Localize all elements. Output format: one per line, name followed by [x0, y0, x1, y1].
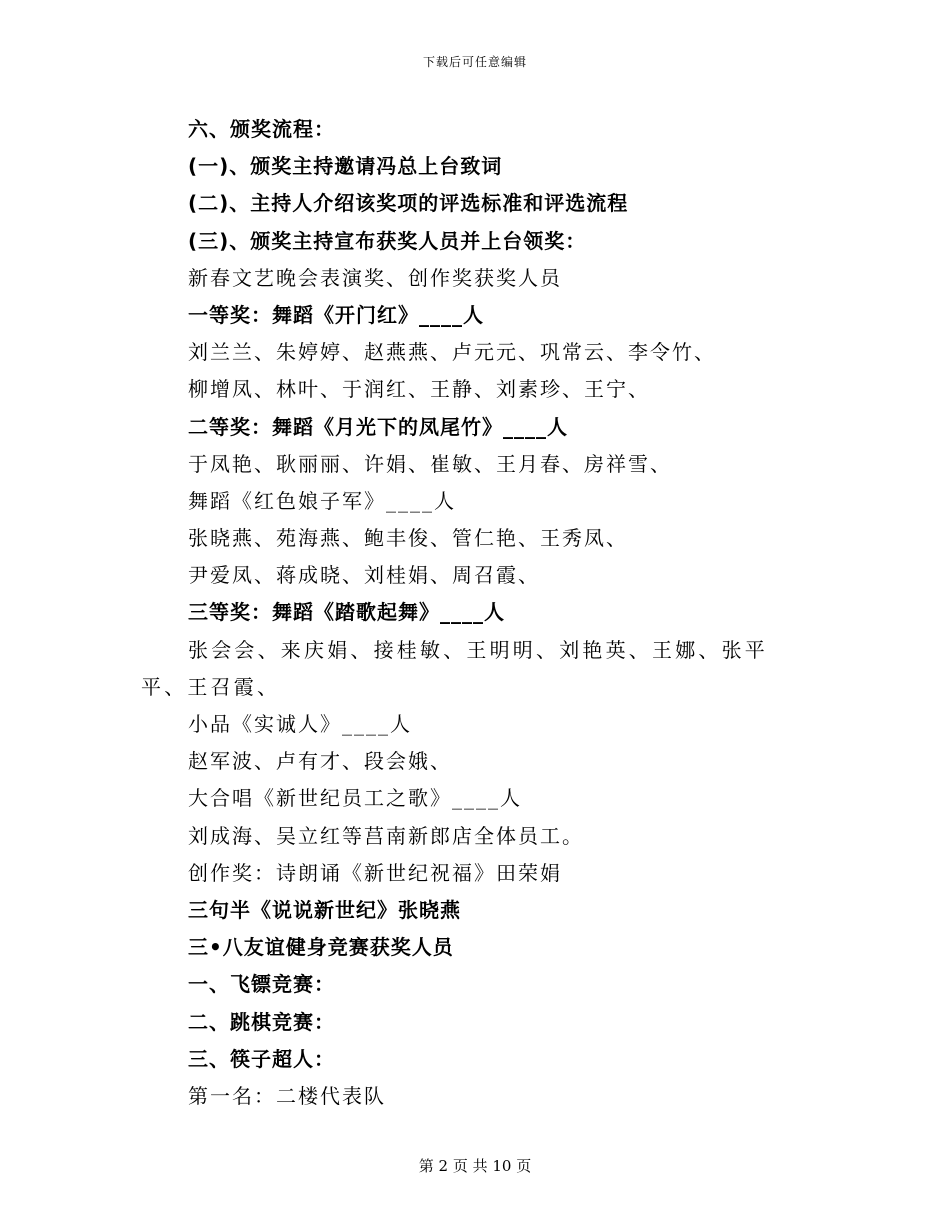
text-line: 三•八友谊健身竞赛获奖人员 [188, 935, 454, 960]
text-line: (三)、颁奖主持宣布获奖人员并上台领奖： [188, 228, 587, 253]
text-line: 一、飞镖竞赛： [188, 972, 335, 997]
text-line: 三等奖：舞蹈《踏歌起舞》____人 [188, 600, 505, 625]
text-line: (一)、颁奖主持邀请冯总上台致词 [188, 154, 503, 179]
text-line: 二等奖：舞蹈《月光下的凤尾竹》____人 [188, 414, 568, 439]
text-line: 尹爱凤、蒋成晓、刘桂娟、周召霞、 [188, 563, 540, 588]
page-header: 下载后可任意编辑 [422, 55, 527, 69]
text-line: 三、筷子超人： [188, 1046, 335, 1071]
page-footer: 第 2 页 共 10 页 [418, 1157, 532, 1175]
text-line: 张会会、来庆娟、接桂敏、王明明、刘艳英、王娜、张平平、王召霞、 [141, 637, 768, 699]
text-line: 大合唱《新世纪员工之歌》____人 [188, 786, 522, 811]
text-line: 小品《实诚人》____人 [188, 712, 412, 737]
text-line: (二)、主持人介绍该奖项的评选标准和评选流程 [188, 191, 629, 216]
text-line: 六、颁奖流程： [188, 117, 335, 141]
text-line: 第一名：二楼代表队 [188, 1083, 386, 1108]
text-line: 刘兰兰、朱婷婷、赵燕燕、卢元元、巩常云、李令竹、 [188, 340, 716, 365]
text-line: 于凤艳、耿丽丽、许娟、崔敏、王月春、房祥雪、 [188, 451, 672, 476]
text-line: 舞蹈《红色娘子军》____人 [188, 488, 456, 513]
text-line: 二、跳棋竞赛： [188, 1009, 335, 1034]
document-body [141, 111, 811, 1115]
text-line: 创作奖：诗朗诵《新世纪祝福》田荣娟 [188, 860, 562, 885]
text-line: 一等奖：舞蹈《开门红》____人 [188, 302, 484, 327]
text-line: 张晓燕、苑海燕、鲍丰俊、管仁艳、王秀凤、 [188, 526, 628, 551]
text-line: 柳增凤、林叶、于润红、王静、刘素珍、王宁、 [188, 377, 650, 402]
text-line: 赵军波、卢有才、段会娥、 [188, 749, 452, 774]
text-line: 三句半《说说新世纪》张晓燕 [188, 897, 461, 922]
text-line: 刘成海、吴立红等莒南新郎店全体员工。 [188, 823, 584, 848]
text-line: 新春文艺晚会表演奖、创作奖获奖人员 [188, 265, 562, 290]
